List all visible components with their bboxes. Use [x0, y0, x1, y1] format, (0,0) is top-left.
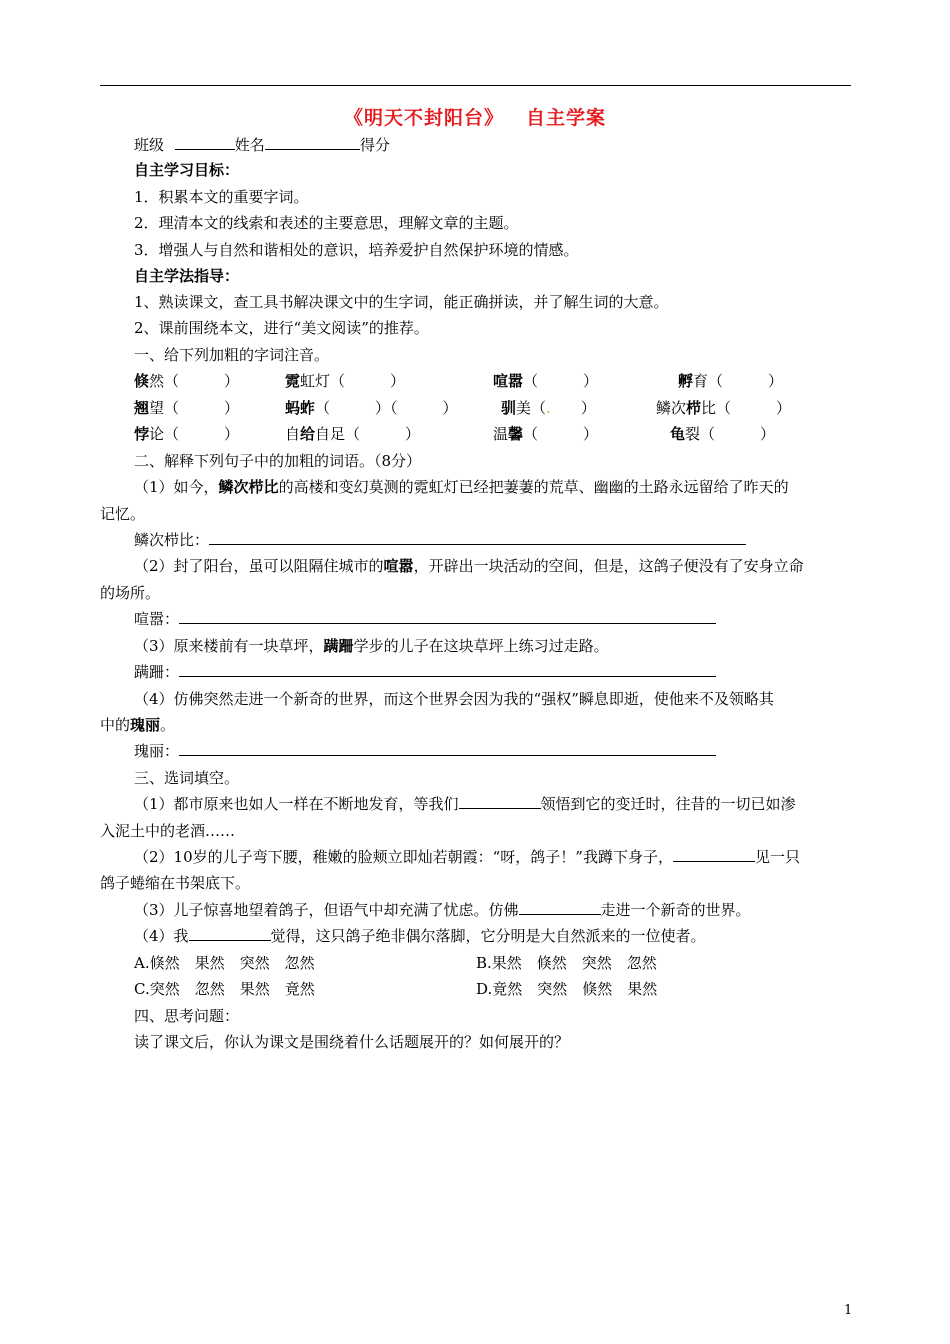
pinyin-item: 鳞次栉比（ ） — [656, 399, 792, 417]
name-label: 姓名 — [234, 136, 265, 154]
s2-q1-line1: （1）如今，鳞次栉比的高楼和变幻莫测的霓虹灯已经把萋萋的荒草、幽幽的土路永远留给了昨天的 — [134, 478, 789, 496]
pinyin-item: 自给自足（ ） — [285, 425, 421, 443]
section3-heading: 三、选词填空。 — [134, 769, 240, 787]
s2-q2-answer: 喧嚣： — [134, 609, 716, 629]
top-rule — [100, 85, 851, 86]
s2-q1-line2: 记忆。 — [100, 505, 146, 523]
title-sub: 自主学案 — [526, 107, 607, 129]
pinyin-item: 孵育（ ） — [678, 372, 784, 390]
section1-heading: 一、给下列加粗的字词注音。 — [134, 346, 330, 364]
score-label: 得分 — [359, 136, 390, 154]
method-item: 2、课前围绕本文，进行“美文阅读”的推荐。 — [134, 319, 429, 337]
s2-q3-line1: （3）原来楼前有一块草坪，蹒跚学步的儿子在这块草坪上练习过走路。 — [134, 637, 609, 655]
option-d: D.竟然 突然 倏然 果然 — [476, 980, 658, 998]
s3-q1-line1: （1）都市原来也如人一样在不断地发育，等我们 领悟到它的变迁时，往昔的一切已如渗 — [134, 795, 796, 813]
s3-q1-line2: 入泥土中的老酒…… — [100, 822, 236, 840]
s2-q2-line2: 的场所。 — [100, 584, 161, 602]
answer-line[interactable] — [179, 609, 716, 624]
pinyin-item: 倏然（ ） — [134, 372, 240, 390]
answer-line[interactable] — [209, 530, 746, 545]
option-c: C.突然 忽然 果然 竟然 — [134, 980, 315, 998]
section4-heading: 四、思考问题： — [134, 1007, 240, 1025]
section4-question: 读了课文后，你认为课文是围绕着什么话题展开的？如何展开的？ — [134, 1033, 570, 1051]
section2-heading: 二、解释下列句子中的加粗的词语。（8分） — [134, 452, 422, 470]
answer-line[interactable] — [179, 662, 716, 677]
fill-blank[interactable] — [519, 900, 601, 915]
page-title — [0, 103, 950, 130]
goals-heading: 自主学习目标： — [134, 161, 240, 179]
goal-item: 2．理清本文的线索和表述的主要意思，理解文章的主题。 — [134, 214, 519, 232]
name-blank[interactable] — [265, 134, 360, 150]
method-item: 1、熟读课文，查工具书解决课文中的生字词，能正确拼读，并了解生词的大意。 — [134, 293, 669, 311]
answer-line[interactable] — [179, 741, 716, 756]
option-a: A.倏然 果然 突然 忽然 — [134, 954, 315, 972]
s3-q4-line: （4）我 觉得，这只鸽子绝非偶尔落脚，它分明是大自然派来的一位使者。 — [134, 927, 706, 945]
s2-q3-answer: 蹒跚： — [134, 662, 716, 682]
fill-blank[interactable] — [189, 926, 271, 941]
class-blank[interactable] — [175, 134, 235, 150]
header-line — [134, 134, 390, 155]
option-b: B.果然 倏然 突然 忽然 — [476, 954, 657, 972]
fill-blank[interactable] — [673, 847, 755, 862]
pinyin-item: 蚂蚱（ ）（ ） — [285, 399, 458, 417]
method-heading: 自主学法指导： — [134, 267, 240, 285]
s2-q1-answer: 鳞次栉比： — [134, 530, 746, 550]
pinyin-item: 翘望（ ） — [134, 399, 240, 417]
pinyin-item: 驯美（. ） — [501, 399, 596, 417]
pinyin-item: 悖论（ ） — [134, 425, 240, 443]
s2-q2-line1: （2）封了阳台，虽可以阻隔住城市的喧嚣，开辟出一块活动的空间，但是，这鸽子便没有了安身立命 — [134, 557, 804, 575]
s2-q4-answer: 瑰丽： — [134, 741, 716, 761]
goal-item: 1．积累本文的重要字词。 — [134, 188, 309, 206]
title-main: 《明天不封阳台》 — [343, 107, 504, 129]
s3-q2-line2: 鸽子蜷缩在书架底下。 — [100, 874, 251, 892]
goal-item: 3．增强人与自然和谐相处的意识，培养爱护自然保护环境的情感。 — [134, 241, 579, 259]
s2-q4-line2: 中的瑰丽。 — [100, 716, 176, 734]
fill-blank[interactable] — [459, 794, 541, 809]
s2-q4-line1: （4）仿佛突然走进一个新奇的世界，而这个世界会因为我的“强权”瞬息即逝，使他来不及领略其 — [134, 690, 774, 708]
s3-q2-line1: （2）10岁的儿子弯下腰，稚嫩的脸颊立即灿若朝霞：“呀，鸽子！”我蹲下身子， 见一只 — [134, 848, 800, 866]
pinyin-item: 喧嚣（ ） — [493, 372, 599, 390]
s3-q3-line: （3）儿子惊喜地望着鸽子，但语气中却充满了忧虑。仿佛 走进一个新奇的世界。 — [134, 901, 751, 919]
class-label: 班级 — [134, 136, 165, 154]
pinyin-item: 龟裂（ ） — [670, 425, 776, 443]
pinyin-item: 霓虹灯（ ） — [285, 372, 406, 390]
page-number: 1 — [844, 1303, 853, 1318]
pinyin-item: 温馨（ ） — [493, 425, 599, 443]
